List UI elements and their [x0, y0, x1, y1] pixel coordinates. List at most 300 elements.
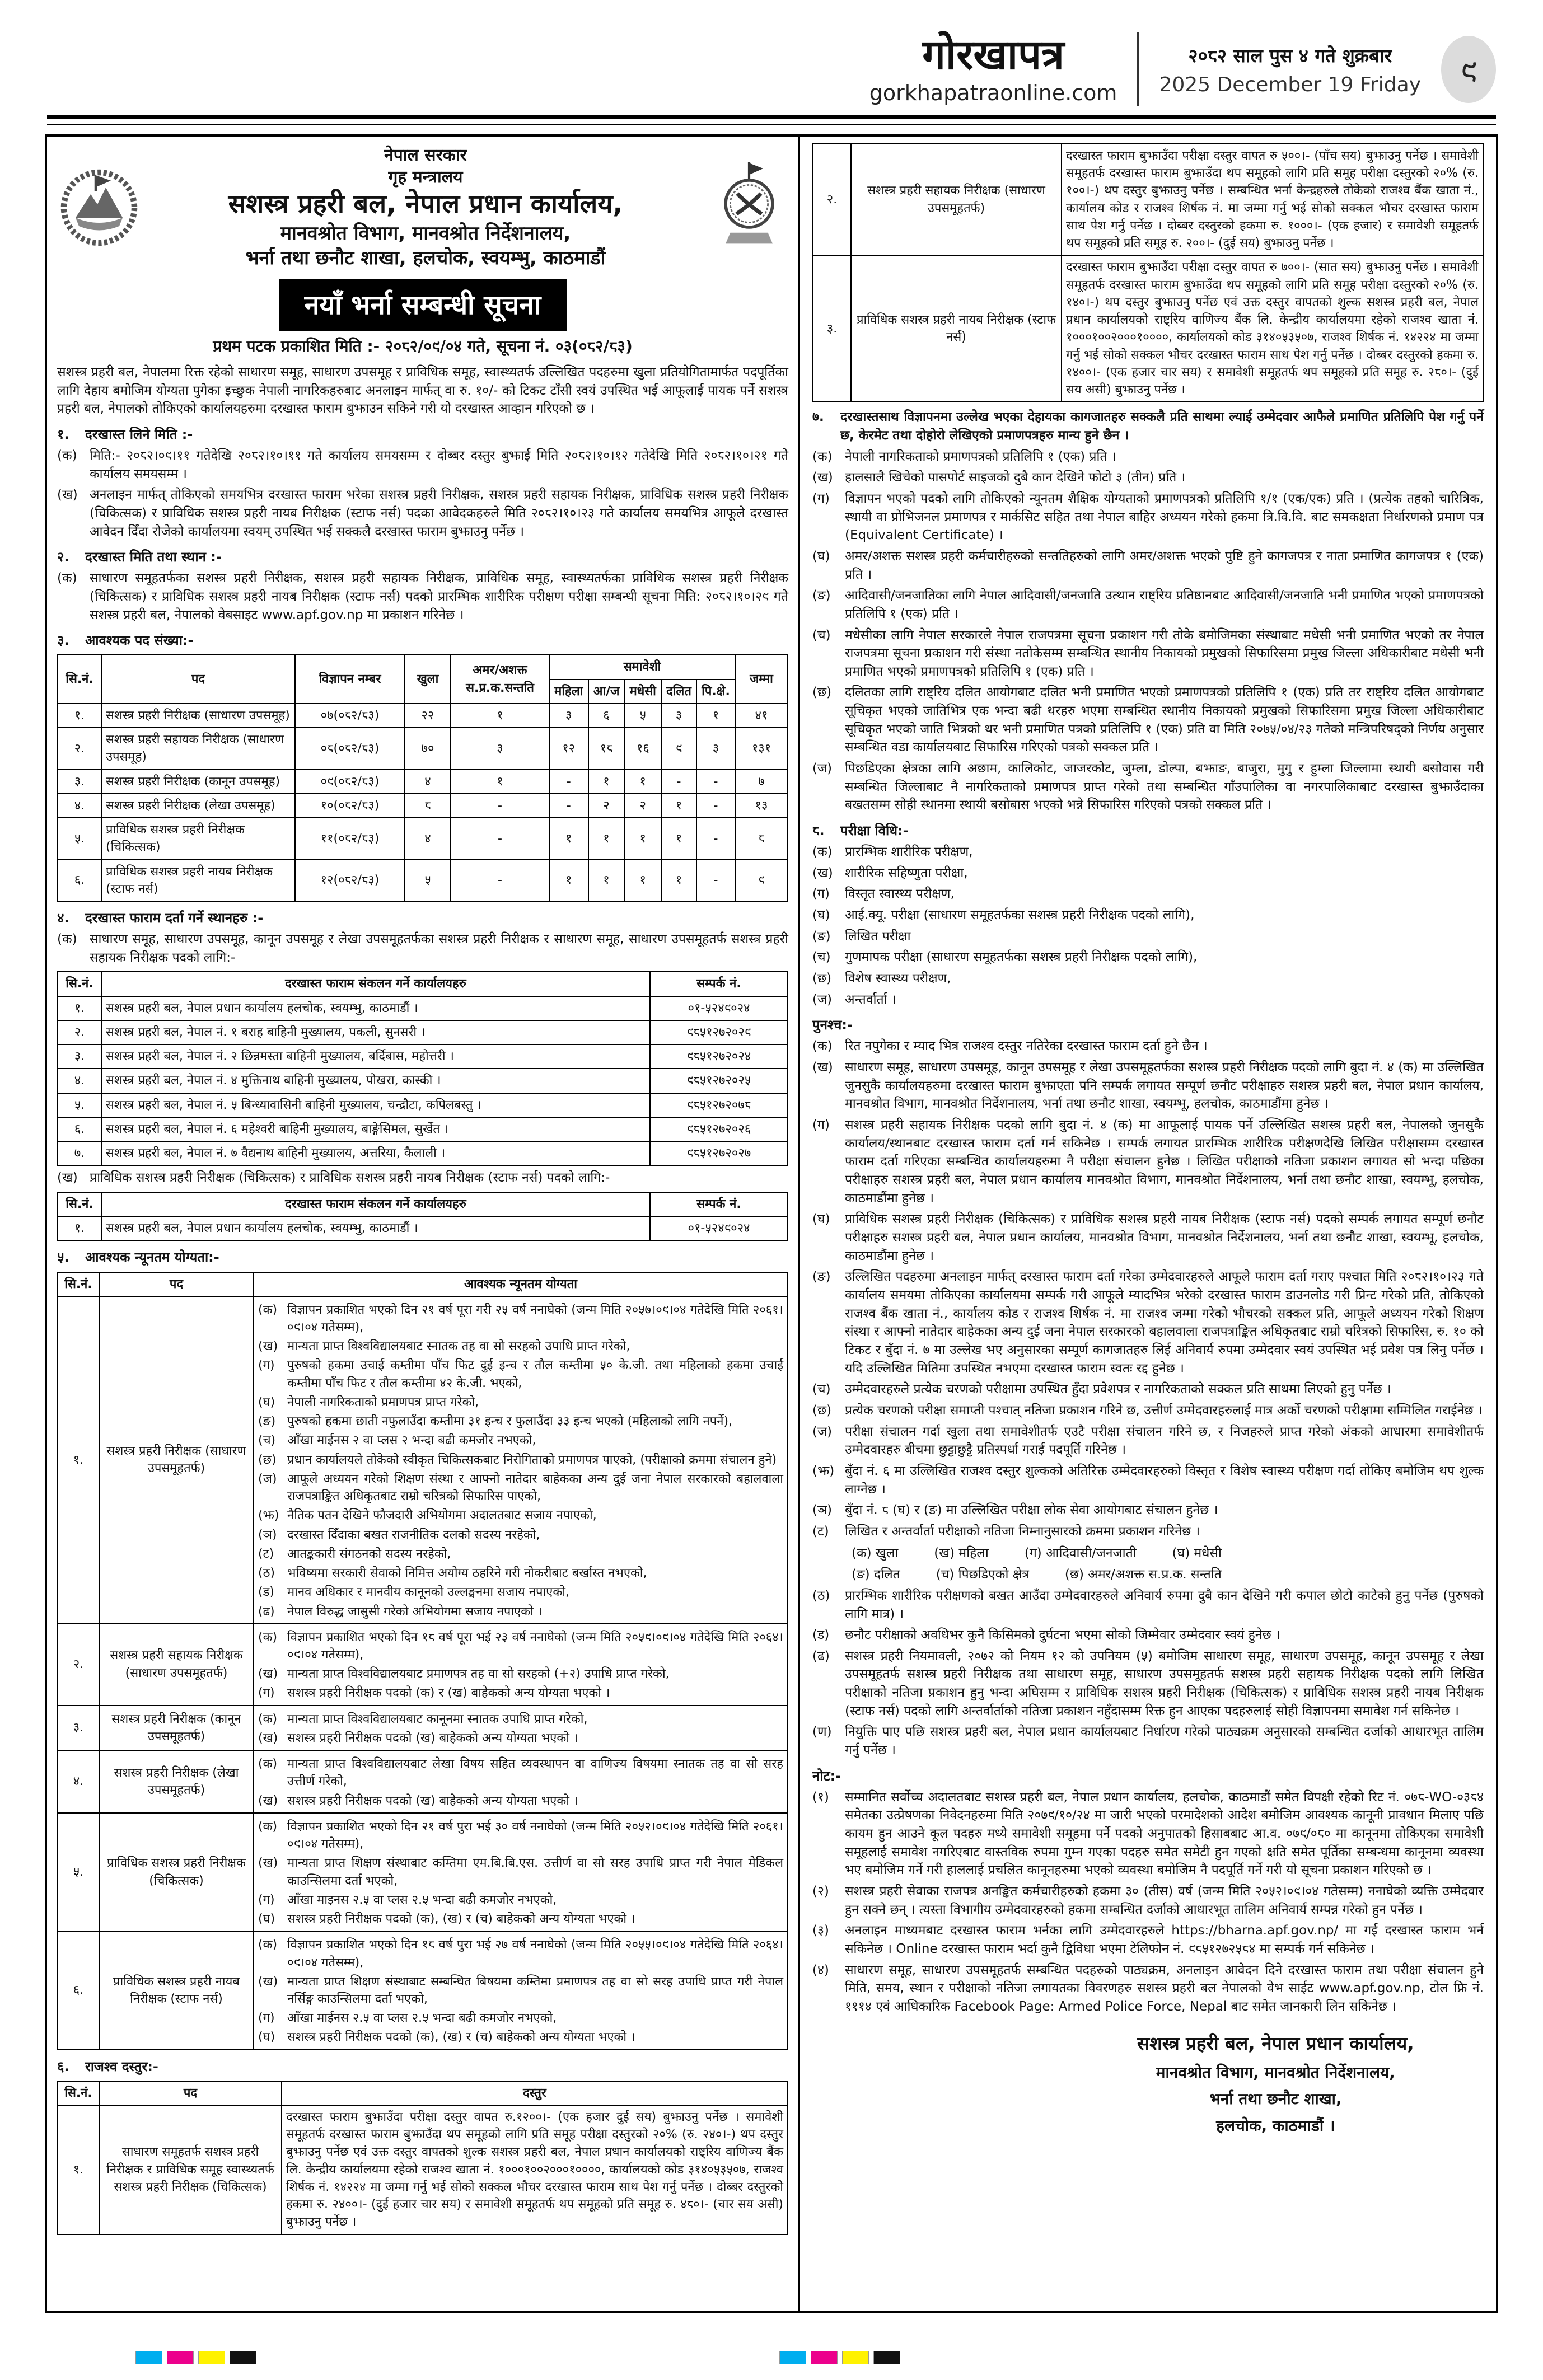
cell-sn: ३.: [58, 1044, 101, 1069]
cell-contact: ९८५१२७२०२४: [650, 1044, 788, 1069]
result-order-cell: (ग) आदिवासी/जनजाती: [1024, 1545, 1137, 1561]
punashcha-item: [812, 1522, 1484, 1541]
qualification-label: (ङ): [258, 1414, 276, 1429]
punashcha-label: (ञ): [812, 1503, 833, 1518]
section8-label: (च): [812, 950, 831, 965]
qualification-text: सशस्त्र प्रहरी निरीक्षक पदको (ख) बाहेकको अन्य योग्यता भएको ।: [287, 1731, 578, 1745]
cell-sn: ५.: [58, 1093, 101, 1117]
cell-post: सशस्त्र प्रहरी निरीक्षक (लेखा उपसमूहतर्फ): [99, 1750, 254, 1813]
qualification-item: [258, 1792, 783, 1810]
vacancy-header-row: [58, 655, 788, 679]
section7-item: [812, 683, 1484, 757]
punashcha-text: प्राविधिक सशस्त्र प्रहरी निरीक्षक (चिकित्सक) र प्राविधिक सशस्त्र प्रहरी नायब निरीक्षक (स्टाफ नर्स) पदको सम्पर्क लगायत सम्पूर्ण छनौट परीक्षाहरु सशस्त्र प्रहरी बल, नेपाल प्रधान कार्यालय, मानवश्रोत विभाग, मानवश्रोत निर्देशनालय, भर्ना तथा छनौट शाखा, स्वयम्भू, हलचोक, काठमाडौंमा हुनेछ ।: [845, 1212, 1484, 1263]
cell-contact: ९८५१२७२०७८: [650, 1093, 788, 1117]
office-header-row: [58, 972, 788, 996]
punashcha-label: (ढ): [812, 1648, 830, 1664]
punashcha-item: [812, 1210, 1484, 1265]
cell-sn: १.: [58, 996, 101, 1020]
vacancy-row: [58, 770, 788, 794]
note-label: (१): [812, 1789, 829, 1805]
org-line: नेपाल सरकार: [384, 146, 467, 165]
section2-item: [57, 569, 788, 624]
cell-dalit: १: [661, 794, 696, 818]
cell-female: १: [549, 860, 588, 901]
section7-label: (क): [812, 449, 833, 464]
cell-female: -: [549, 770, 588, 794]
punashcha-section: [812, 1015, 1484, 1759]
qualification-label: (क): [258, 1630, 278, 1645]
result-order-cell: (घ) मधेसी: [1172, 1545, 1222, 1561]
cell-post: सशस्त्र प्रहरी निरीक्षक (साधारण उपसमूहतर्फ): [99, 1296, 254, 1624]
cell-contact: ९८५१२७२०२६: [650, 1117, 788, 1141]
section7-item: [812, 468, 1484, 487]
qualification-text: मान्यता प्राप्त विश्वविद्यालयबाट स्नातक तह वा सो सरहको उपाधि प्राप्त गरेको,: [287, 1339, 630, 1354]
qualification-item: [258, 1394, 783, 1411]
result-order-cell: (छ) अमर/अशक्त स.प्र.क. सन्तति: [1064, 1567, 1222, 1582]
vacancy-table: [57, 654, 788, 902]
section8-item: [812, 843, 1484, 861]
qualification-text: विज्ञापन प्रकाशित भएको दिन १८ वर्ष पूरा भई २३ वर्ष ननाघेको (जन्म मिति २०५९।०९।०४ गतेदेखि मिति २०६४।०९।०४ गतेसम्म),: [287, 1630, 783, 1662]
signature-line: भर्ना तथा छनौट शाखा,: [1209, 2089, 1342, 2109]
qualification-text: आँखा माईनस २.५ वा प्लस २.५ भन्दा बढी कमजोर नभएको,: [287, 2011, 557, 2026]
qualification-item: [258, 1936, 783, 1971]
note-text: अनलाइन माध्यमबाट दरखास्त फाराम भर्नका लागि उम्मेदवारहरुले https://bharna.apf.gov.np/ मा गई दरखास्त फाराम भर्न सकिनेछ । Online दरखास्त फाराम भर्दा कुनै द्विविधा भएमा टेलिफोन नं. ९८५१२७२५८४ मा सम्पर्क गर्न सकिनेछ ।: [845, 1923, 1484, 1957]
color-mark: [842, 2351, 869, 2364]
section2-label: (क): [57, 571, 77, 586]
qualification-text: प्रधान कार्यालयले तोकेको स्वीकृत चिकित्सकबाट निरोगिताको प्रमाणपत्र पाएको, (परीक्षाको क्रममा संचालन हुने): [287, 1453, 777, 1467]
qualification-label: (छ): [258, 1453, 277, 1467]
section-6: [57, 2057, 788, 2235]
note-items: [812, 1788, 1484, 2016]
qualification-item: [258, 1301, 783, 1336]
punashcha-text: बुँदा नं. ६ मा उल्लिखित राजश्व दस्तुर शुल्कको अतिरिक्त उम्मेदवारहरुको विस्तृत र विशेष स्वास्थ्य परीक्षण गर्दा तोकिए बमोजिम थप शुल्क लाग्नेछ ।: [845, 1463, 1484, 1497]
section7-item: [812, 587, 1484, 623]
office-row: [58, 1093, 788, 1117]
cell-sn: ३.: [58, 1706, 99, 1750]
qualification-label: (च): [258, 1433, 276, 1448]
cell-qualifications: [254, 1624, 788, 1706]
masthead-title: गोरखापत्र: [922, 31, 1064, 79]
qualification-label: (झ): [258, 1508, 279, 1523]
section-2-items: [57, 569, 788, 624]
section8-item: [812, 927, 1484, 946]
apf-emblem-icon: [710, 161, 788, 255]
fee-row: [813, 144, 1483, 255]
punashcha-item: [812, 1402, 1484, 1420]
section-4: [57, 908, 788, 1241]
section-number: ४.: [57, 910, 69, 926]
punashcha-text: सशस्त्र प्रहरी सहायक निरीक्षक पदको लागि बुदा नं. ४ (क) मा आफूलाई पायक पर्ने उल्लिखित सशस्त्र प्रहरी बल, नेपालको जुनसुकै कार्यालय/स्थानबाट दरखास्त फाराम दर्ता गर्न सकिनेछ । सम्पर्क लगायत प्रारम्भिक शारीरिक परीक्षणदेखि लिखित परीक्षासम्म दरखास्त फाराम दर्ता गरिएका सम्बन्धित कार्यालयहरुमा नै परीक्षा संचालन हुनेछ । लिखित परीक्षाको नतिजा प्रकाशन लगायत सो भन्दा पछिका परीक्षाहरु सशस्त्र प्रहरी बल, नेपाल प्रधान कार्यालय मानवश्रोत विभाग, मानवश्रोत निर्देशनालय, भर्ना तथा छनौट शाखा, स्वयम्भू, हलचोक, काठमाडौंमा हुनेछ ।: [845, 1118, 1484, 1206]
cell-total: ४१: [735, 704, 788, 728]
col-amar: अमर/अशक्त स.प्र.क.सन्तति: [451, 655, 549, 703]
office-row: [58, 1020, 788, 1044]
punashcha-item: [812, 1462, 1484, 1498]
fee-header-row: [58, 2081, 788, 2105]
qualification-item: [258, 1910, 783, 1928]
note-label: (४): [812, 1962, 829, 1978]
punashcha-text: उम्मेदवारहरुले प्रत्येक चरणको परीक्षामा उपस्थित हुँदा प्रवेशपत्र र नागरिकताको सक्कल प्रति साथमा लिएको हुनु पर्नेछ ।: [845, 1382, 1391, 1397]
qualification-item: [258, 1711, 783, 1728]
cell-open: ७०: [405, 728, 451, 769]
fee-table-continued: [812, 143, 1484, 402]
cell-sn: ३.: [58, 770, 101, 794]
punashcha-text: सशस्त्र प्रहरी नियमावली, २०७२ को नियम १२ को उपनियम (५) बमोजिम साधारण समूह, साधारण उपसमूह, कानून उपसमूह र लेखा उपसमूहतर्फ सशस्त्र प्रहरी निरीक्षक तथा साधारण समूह, साधारण उपसमूहतर्फ सशस्त्र प्रहरी सहायक निरीक्षक पदको लागि लिखित परीक्षाको नतिजा प्रकाशन हुनु भन्दा अघिसम्म र प्राविधिक सशस्त्र प्रहरी निरीक्षक (चिकित्सक) र प्राविधिक सशस्त्र प्रहरी नायब निरीक्षक (स्टाफ नर्स) पदको लागि अन्तर्वार्ताको नतिजा प्रकाशन नहुँदासम्म रिक्त हुन आएका पदहरुलाई सोही विज्ञापनमा समावेश गर्न सकिनेछ ।: [845, 1648, 1484, 1718]
cell-post: प्राविधिक सशस्त्र प्रहरी निरीक्षक (चिकित्सक): [101, 818, 295, 859]
col-inclusive-sub: पि.क्षे.: [696, 680, 735, 704]
cell-amar: -: [451, 794, 549, 818]
office-row: [58, 1044, 788, 1069]
result-order-row: [852, 1566, 1484, 1584]
punashcha-text: प्रत्येक चरणको परीक्षा समाप्ती पश्चात् नतिजा प्रकाशन गरिने छ, उत्तीर्ण उम्मेदवारहरुलाई मात्र अर्को चरणको परीक्षामा सम्मिलित गराईनेछ ।: [845, 1403, 1483, 1418]
cell-contact: ९८५१२७२०२७: [650, 1141, 788, 1165]
col-post: पद: [99, 2081, 282, 2105]
print-registration-marks: [779, 2351, 900, 2364]
punashcha-label: (झ): [812, 1463, 835, 1478]
qualification-item: [258, 1507, 783, 1524]
qualification-label: (घ): [258, 2030, 275, 2045]
cell-advert: ०७(०८२/८३): [295, 704, 405, 728]
qualification-text: मानव अधिकार र मानवीय कानूनको उल्लङ्घनमा सजाय नपाएको,: [287, 1585, 569, 1600]
sub-text: प्राविधिक सशस्त्र प्रहरी निरीक्षक (चिकित्सक) र प्राविधिक सशस्त्र प्रहरी नायब निरीक्षक (स्टाफ नर्स) पदको लागि:-: [90, 1170, 610, 1186]
qualification-label: (क): [258, 1938, 278, 1952]
color-mark: [811, 2351, 838, 2364]
qualification-item: [258, 1583, 783, 1601]
office-row: [58, 1216, 788, 1240]
cell-sn: ४.: [58, 1750, 99, 1813]
section8-item: [812, 948, 1484, 967]
cell-open: २२: [405, 704, 451, 728]
qualification-item: [258, 1338, 783, 1355]
cell-post: सशस्त्र प्रहरी निरीक्षक (लेखा उपसमूह): [101, 794, 295, 818]
section7-item: [812, 760, 1484, 814]
section8-label: (ङ): [812, 929, 831, 944]
section8-item: [812, 906, 1484, 925]
cell-office: सशस्त्र प्रहरी बल, नेपाल नं. २ छिन्नमस्ता बाहिनी मुख्यालय, बर्दिबास, महोत्तरी ।: [101, 1044, 650, 1069]
section-title: आवश्यक न्यूनतम योग्यता:-: [85, 1249, 219, 1266]
punashcha-text: छनौट परीक्षाको अवधिभर कुनै किसिमको दुर्घटना भएमा सोको जिम्मेवार उम्मेदवार स्वयं हुनेछ ।: [845, 1628, 1280, 1643]
qualification-label: (ड): [258, 1585, 274, 1600]
section8-label: (क): [812, 845, 833, 860]
color-mark: [779, 2351, 806, 2364]
cell-contact: ०१-५२४९०२४: [650, 996, 788, 1020]
intro-paragraph: सशस्त्र प्रहरी बल, नेपालमा रिक्त रहेको साधारण समूह, साधारण उपसमूह र प्राविधिक समूह, स्वास्थ्यतर्फ उल्लिखित पदहरुमा खुला प्रतियोगितामार्फत पदपूर्तिका लागि देहाय बमोजिम योग्यता पुगेका इच्छुक नेपाली नागरिकहरुबाट अनलाइन मार्फत् वा रु. १०/- को टिकट टाँसी स्वयं उपस्थित भई आफूलाई पायक पर्ने सशस्त्र प्रहरी बल, नेपालको तोकिएको कार्यालयहरुमा दरखास्त फाराम बुझाउन सकिने गरी यो दरखास्त आव्हान गरिएको छ ।: [57, 365, 788, 416]
qualification-text: नेपाल विरुद्ध जासुसी गरेको अभियोगमा सजाय नपाएको ।: [287, 1604, 543, 1619]
qualification-label: (ख): [258, 1667, 278, 1681]
qualification-text: सशस्त्र प्रहरी निरीक्षक पदको (क), (ख) र (च) बाहेकको अन्य योग्यता भएको ।: [287, 1912, 635, 1927]
punashcha-item: [812, 1268, 1484, 1378]
col-office: दरखास्त फाराम संकलन गर्ने कार्यालयहरु: [101, 1192, 650, 1216]
qualification-item: [258, 2009, 783, 2027]
qualification-text: नेपाली नागरिकताको प्रमाणपत्र प्राप्त गरेको,: [287, 1395, 479, 1409]
qualification-text: विज्ञापन प्रकाशित भएको दिन २१ वर्ष पूरा गरी २५ वर्ष ननाघेको (जन्म मिति २०५७।०९।०४ गतेदेखि मिति २०६१।०९।०४ गतेसम्म),: [287, 1303, 783, 1334]
col-inclusive-sub: आ/ज: [588, 680, 625, 704]
cell-advert: १०(०८२/८३): [295, 794, 405, 818]
note-item: [812, 1882, 1484, 1919]
col-office: दरखास्त फाराम संकलन गर्ने कार्यालयहरु: [101, 972, 650, 996]
qualification-text: सशस्त्र प्रहरी निरीक्षक पदको (ख) बाहेकको अन्य योग्यता भएको ।: [287, 1793, 578, 1808]
section-number: २.: [57, 549, 69, 565]
qualification-label: (क): [258, 1757, 278, 1772]
qualification-item: [258, 1357, 783, 1392]
cell-female: १२: [549, 728, 588, 769]
signature-line: सशस्त्र प्रहरी बल, नेपाल प्रधान कार्यालय,: [1137, 2032, 1414, 2054]
cell-contact: ९८५१२७२०२५: [650, 1069, 788, 1093]
org-line: गृह मन्त्रालय: [388, 167, 463, 187]
section-7: [812, 408, 1484, 444]
cell-amar: १: [451, 770, 549, 794]
qualification-label: (ग): [258, 1892, 275, 1907]
section-number: ७.: [812, 410, 824, 425]
cell-madhesi: १: [625, 818, 661, 859]
cell-office: सशस्त्र प्रहरी बल, नेपाल नं. ५ बिन्ध्यावासिनी बाहिनी मुख्यालय, चन्द्रौटा, कपिलबस्तु ।: [101, 1093, 650, 1117]
qualification-item: [258, 1603, 783, 1620]
punashcha-label: (क): [812, 1039, 833, 1054]
section-number: ६.: [57, 2058, 69, 2074]
punashcha-label: (ख): [812, 1060, 833, 1075]
cell-qualifications: [254, 1931, 788, 2049]
cell-pichhe: -: [696, 770, 735, 794]
cell-post: साधारण समूहतर्फ सशस्त्र प्रहरी निरीक्षक र प्राविधिक समूह स्वास्थ्यतर्फ सशस्त्र प्रहरी निरीक्षक (चिकित्सक): [99, 2105, 282, 2234]
cell-post: प्राविधिक सशस्त्र प्रहरी नायब निरीक्षक (स्टाफ नर्स): [101, 860, 295, 901]
cell-sn: १.: [58, 1296, 99, 1624]
section8-text: शारीरिक सहिष्णुता परीक्षा,: [845, 865, 968, 880]
col-post: पद: [101, 655, 295, 703]
qualification-text: नैतिक पतन देखिने फौजदारी अभियोगमा अदालतबाट सजाय नपाएको,: [287, 1508, 597, 1523]
punashcha-item: [812, 1501, 1484, 1520]
punashcha-item: [812, 1587, 1484, 1623]
section7-text: पिछडिएका क्षेत्रका लागि अछाम, कालिकोट, जाजरकोट, जुम्ला, डोल्पा, बझाङ, बाजुरा, मुगु र हुम्ला जिल्लामा स्थायी बसोवास गरी सम्बन्धित जिल्लाबाट नै नागरिकताको प्रमाणपत्र प्राप्त गरेको तथा सम्बन्धित गाँउपालिका वा नगरपालिकाबाट दरखास्त बुझाउँदाका बखतसम्म सोही स्थानमा स्थायी बसोबास भएको भन्ने सिफारिस गरिएको पत्रको सक्कल प्रति ।: [845, 761, 1484, 813]
punashcha-item: [812, 1116, 1484, 1207]
qual-header-row: [58, 1272, 788, 1296]
cell-post: सशस्त्र प्रहरी निरीक्षक (कानून उपसमूहतर्फ): [99, 1706, 254, 1750]
signature-line: हलचोक, काठमाडौं ।: [1216, 2116, 1335, 2135]
cell-aj: १: [588, 860, 625, 901]
offices-table-b: [57, 1192, 788, 1241]
cell-pichhe: -: [696, 794, 735, 818]
col-contact: सम्पर्क नं.: [650, 1192, 788, 1216]
cell-open: ४: [405, 770, 451, 794]
cell-fee: दरखास्त फाराम बुझाउँदा परीक्षा दस्तुर वापत रु ५००।- (पाँच सय) बुझाउनु पर्नेछ । समावेशी समूहतर्फ दरखास्त फाराम बुझाउँदा थप समूहको लागि प्रति समूह परीक्षा दस्तुरको २०% (रु. १००।-) थप दस्तुर बुझाउनु पर्नेछ । सम्बन्धित भर्ना केन्द्रहरुले तोकेको राजश्व बैंक खाता नं., कार्यालय कोड र राजश्व शिर्षक नं. मा जम्मा गर्नु भई सोको सक्कल भौचर दरखास्त फाराम साथ पेश गर्नु पर्नेछ । दोब्बर दस्तुरको हकमा रु. १०००।- (एक हजार) र समावेशी समूहतर्फ थप समूहको प्रति समूह रु. २००।- (दुई सय) बुझाउनु पर्नेछ ।: [1062, 144, 1483, 255]
color-mark: [167, 2351, 194, 2364]
qualification-label: (ठ): [258, 1566, 275, 1581]
note-text: सम्मानित सर्वोच्च अदालतबाट सशस्त्र प्रहरी बल, नेपाल प्रधान कार्यालय, हलचोक, काठमाडौं समेत विपक्षी रहेको रिट नं. ०७८-WO-०३८४ समेतका उत्प्रेषणका निवेदनहरुमा मिति २०७९/१०/२४ मा जारी भएको परमादेशको आदेश बमोजिम आवश्यक कानूनी प्रावधान मिलाए पछि कायम हुन आउने कूल पदहरु मध्ये समावेशी समूहमा पर्ने पदको अनुपातको हिसाबबाट आ.व. ०७९/०८० मा कानूनमा तोकिएका समावेशी समूहलाई समावेश नगरिएबाट वास्तविक रुपमा गुम्न गएका पदहरु समेत समेटी हुन गएको क्षति समेत पूर्तिका सम्बन्धमा कानूनमा व्यवस्था भए बमोजिम गर्ने गरी हाललाई प्रचलित कानूनहरुमा भएको व्यवस्था बमोजिम नै पदपूर्ति गर्ने गरी यो सूचना प्रकाशन गरिएको छ ।: [845, 1789, 1484, 1878]
org-line: भर्ना तथा छनौट शाखा, हलचोक, स्वयम्भु, काठमाडौं: [245, 246, 606, 269]
cell-pichhe: -: [696, 818, 735, 859]
qualification-text: विज्ञापन प्रकाशित भएको दिन २१ वर्ष पुरा भई ३० वर्ष ननाघेको (जन्म मिति २०५२।०९।०४ गतेदेखि मिति २०६१।०९।०४ गतेसम्म),: [287, 1819, 783, 1852]
cell-post: प्राविधिक सशस्त्र प्रहरी निरीक्षक (चिकित्सक): [99, 1813, 254, 1931]
cell-post: सशस्त्र प्रहरी सहायक निरीक्षक (साधारण उपसमूहतर्फ): [99, 1624, 254, 1706]
col-sn: सि.नं.: [58, 1192, 101, 1216]
fee-table: [57, 2081, 788, 2235]
col-inclusive: समावेशी: [549, 655, 735, 679]
note-item: [812, 1788, 1484, 1880]
page-number-badge: ९: [1441, 36, 1496, 103]
sub-label: (ख): [57, 1170, 78, 1186]
cell-pichhe: -: [696, 860, 735, 901]
section-8-items: [812, 843, 1484, 1009]
office-header-row: [58, 1192, 788, 1216]
qualification-item: [258, 1564, 783, 1582]
section7-text: मधेसीका लागि नेपाल सरकारले नेपाल राजपत्रमा सूचना प्रकाशन गरी तोके बमोजिमका संस्थाबाट मधेसी भनी प्रमाणित भएको तर नेपाल राजपत्रमा सूचना प्रकाशन गरी संस्था नतोकेसम्म सम्बन्धित स्थानीय निकायको प्रमुखको सिफारिसमा प्रमुख जिल्ला अधिकारीबाट मधेसी भनी प्रमाणित भएको प्रमाणपत्रको प्रतिलिपि १ (एक) प्रति ।: [845, 627, 1484, 679]
punashcha-text: लिखित र अन्तर्वार्ता परीक्षाको नतिजा निम्नानुसारको क्रममा प्रकाशन गरिनेछ ।: [845, 1524, 1200, 1539]
note-text: सशस्त्र प्रहरी सेवाका राजपत्र अनङ्कित कर्मचारीहरुको हकमा ३० (तीस) वर्ष (जन्म मिति २०५२।०९।०४ गतेसम्म) ननाघेको व्यक्ति उम्मेदवार हुन सक्ने छन् । त्यस्ता विभागीय उम्मेदवारहरुको हकमा सम्बन्धित दर्जाको आधारभूत तालिम अनिवार्य सम्पन्न गरेको हुन पर्नेछ ।: [845, 1884, 1484, 1917]
section7-text: अमर/अशक्त सशस्त्र प्रहरी कर्मचारीहरुको सन्ततिहरुको लागि अमर/अशक्त भएको पुष्टि हुने कागजपत्र र नाता प्रमाणित कागजपत्र १ (एक) प्रति ।: [845, 549, 1484, 582]
cell-aj: ६: [588, 704, 625, 728]
qualification-item: [258, 1665, 783, 1683]
cell-advert: १२(०८२/८३): [295, 860, 405, 901]
cell-sn: २.: [58, 728, 101, 769]
punashcha-text: उल्लिखित पदहरुमा अनलाइन मार्फत् दरखास्त फाराम दर्ता गरेका उम्मेदवारहरुले आफूले फाराम दर्ता गराए पश्चात मिति २०८२।१०।२३ गते कार्यालय समयमा तोकिएका कार्यालयमा सम्पर्क गरी आफूले म्यादभित्र भरेको दरखास्त फाराम डाउनलोड गरी प्रिन्ट गरेको प्रति, तोकिएको राजश्व बैंक खाता नं., कार्यालय कोड र राजश्व शिर्षक नं. मा राजश्व जम्मा गरेको भौचरको सक्कल प्रति, आफूले अध्ययन गरेको शिक्षण संस्था र आफ्नो नातेदार बाहेकका अन्य दुई जना नेपाल सरकारको बहालवाला राजपत्राङ्कित अधिकृतबाट राम्रो चरित्रको सिफारिस, रु. १० को टिकट र बुँदा नं. ७ मा उल्लेख भए अनुसारका सम्पूर्ण कागजातहरु लिई अनिवार्य रुपमा उम्मेदवार स्वयं उपस्थित भई प्रवेश पत्र लिनु पर्नेछ । यदि उल्लिखित मितिमा उपस्थित नभएमा दरखास्त फाराम स्वतः रद्द हुनेछ ।: [845, 1269, 1484, 1376]
section7-label: (ग): [812, 491, 830, 506]
section-number: ८.: [812, 823, 825, 839]
section8-text: आई.क्यू. परीक्षा (साधारण समूहतर्फका सशस्त्र प्रहरी निरीक्षक पदको लागि),: [845, 908, 1195, 923]
section7-text: आदिवासी/जनजातिका लागि नेपाल आदिवासी/जनजाति उत्थान राष्ट्रिय प्रतिष्ठानबाट आदिवासी/जनजाति भनी प्रमाणित भएको प्रमाणपत्रको प्रतिलिपि १ (एक) प्रति ।: [845, 588, 1484, 621]
section7-text: विज्ञापन भएको पदको लागि तोकिएको न्यूनतम शैक्षिक योग्यताको प्रमाणपत्रको प्रतिलिपि १/१ (एक/एक) प्रति । (प्रत्येक तहको चारित्रिक, स्थायी वा प्रोभिजनल प्रमाणपत्र र मार्कसिट सहित तथा नेपाल बाहिर अध्ययन गरेको हकमा त्रि.वि.वि. बाट समकक्षता निर्धारणको प्रमाण पत्र (Equivalent Certificate) ।: [845, 491, 1484, 543]
section7-label: (च): [812, 627, 831, 643]
section8-item: [812, 991, 1484, 1009]
qualification-text: मान्यता प्राप्त शिक्षण संस्थाबाट सम्बन्धित बिषयमा कम्तिमा प्रमाणपत्र तह वा सो सरह उपाधि प्राप्त गरी नेपाल नर्सिङ्ग काउन्सिलमा दर्ता भएको,: [287, 1974, 783, 2006]
punashcha-text: रित नपुगेका र म्याद भित्र राजश्व दस्तुर नतिरेका दरखास्त फाराम दर्ता हुने छैन ।: [845, 1039, 1208, 1054]
office-row: [58, 1141, 788, 1165]
section-title: दरखास्त फाराम दर्ता गर्ने स्थानहरु :-: [85, 910, 264, 926]
punashcha-text: प्रारम्भिक शारीरिक परीक्षणको बखत आउँदा उम्मेदवारहरुले अनिवार्य रुपमा दुबै कान देखिने गरी कपाल छोटो काटेको हुनु पर्नेछ (पुरुषको लागि मात्र) ।: [845, 1588, 1484, 1622]
punashcha-text: साधारण समूह, साधारण उपसमूह, कानून उपसमूह र लेखा उपसमूहतर्फका सशस्त्र प्रहरी निरीक्षक पदको लागि बुदा नं. ४ (क) मा उल्लिखित जुनसुकै कार्यालयहरुमा दरखास्त फाराम बुझाएता पनि सम्पर्क लगायत सम्पूर्ण छनौट परीक्षाहरु सशस्त्र प्रहरी बल, नेपाल प्रधान कार्यालय, मानवश्रोत विभाग, मानवश्रोत निर्देशनालय, भर्ना तथा छनौट शाखा, स्वयम्भू, हलचोक, काठमाडौंमा हुनेछ ।: [845, 1060, 1484, 1112]
vacancy-row: [58, 728, 788, 769]
cell-dalit: ९: [661, 728, 696, 769]
cell-dalit: ३: [661, 704, 696, 728]
cell-aj: १८: [588, 728, 625, 769]
cell-madhesi: १: [625, 860, 661, 901]
cell-office: सशस्त्र प्रहरी बल, नेपाल नं. ६ महेश्वरी बाहिनी मुख्यालय, बाङ्गेसिमल, सुर्खेत ।: [101, 1117, 650, 1141]
office-row: [58, 1117, 788, 1141]
section8-label: (ग): [812, 887, 830, 902]
org-line: मानवश्रोत विभाग, मानवश्रोत निर्देशनालय,: [280, 222, 571, 245]
cell-post: सशस्त्र प्रहरी निरीक्षक (साधारण उपसमूह): [101, 704, 295, 728]
cell-total: ९: [735, 860, 788, 901]
punashcha-item: [812, 1037, 1484, 1056]
cell-qualifications: [254, 1750, 788, 1813]
qualification-item: [258, 1973, 783, 2008]
section-2: [57, 547, 788, 624]
qualification-text: मान्यता प्राप्त विश्वविद्यालयबाट लेखा विषय सहित व्यवस्थापन वा वाणिज्य विषयमा स्नातक तह वा सो सरह उत्तीर्ण गरेको,: [287, 1757, 783, 1789]
masthead-block: [869, 31, 1117, 105]
section8-text: गुणमापक परीक्षा (साधारण समूहतर्फका सशस्त्र प्रहरी निरीक्षक पदको लागि),: [845, 950, 1198, 965]
cell-office: सशस्त्र प्रहरी बल, नेपाल प्रधान कार्यालय हलचोक, स्वयम्भु, काठमाडौं ।: [101, 996, 650, 1020]
cell-sn: ७.: [58, 1141, 101, 1165]
qualification-label: (क): [258, 1819, 278, 1834]
section7-item: [812, 490, 1484, 545]
col-sn: सि.नं.: [58, 972, 101, 996]
qualification-text: आँखा माईनस २ वा प्लस २ भन्दा बढी कमजोर नभएको,: [287, 1433, 536, 1448]
cell-post: प्राविधिक सशस्त्र प्रहरी नायब निरीक्षक (स्टाफ नर्स): [99, 1931, 254, 2049]
cell-contact: ०१-५२४९०२४: [650, 1216, 788, 1240]
section8-text: विशेष स्वास्थ्य परीक्षण,: [845, 971, 951, 986]
qual-row: [58, 1813, 788, 1931]
qualification-item: [258, 1818, 783, 1853]
cell-post: सशस्त्र प्रहरी सहायक निरीक्षक (साधारण उपसमूह): [101, 728, 295, 769]
qualification-label: (ञ): [258, 1528, 277, 1542]
section8-text: प्रारम्भिक शारीरिक परीक्षण,: [845, 845, 973, 860]
col-inclusive-sub: दलित: [661, 680, 696, 704]
cell-post: सशस्त्र प्रहरी सहायक निरीक्षक (साधारण उपसमूहतर्फ): [851, 144, 1062, 255]
qual-row: [58, 1750, 788, 1813]
punashcha-label: (ठ): [812, 1588, 830, 1603]
note-text: साधारण समूह, साधारण उपसमूहतर्फ सम्बन्धित पदहरुको पाठ्यक्रम, अनलाइन आवेदन दिने दरखास्त फाराम तथा परीक्षा संचालन हुने मिति, समय, स्थान र परीक्षाको नतिजा लगायतका विवरणहरु सशस्त्र प्रहरी बल नेपालको वेभ साईट www.apf.gov.np, टोल फ्रि नं. १११४ एवं आधिकारिक Facebook Page: Armed Police Force, Nepal बाट समेत जानकारी लिन सकिनेछ ।: [845, 1962, 1484, 2014]
qualification-text: सशस्त्र प्रहरी निरीक्षक पदको (क), (ख) र (च) बाहेकको अन्य योग्यता भएको ।: [287, 2030, 635, 2045]
result-order-cell: (ख) महिला: [934, 1545, 989, 1561]
masthead-website: gorkhapatraonline.com: [869, 80, 1117, 105]
note-label: (२): [812, 1884, 829, 1899]
qualification-label: (घ): [258, 1912, 275, 1927]
cell-open: ५: [405, 860, 451, 901]
section-5: [57, 1248, 788, 2050]
cell-sn: ५.: [58, 1813, 99, 1931]
section7-label: (ज): [812, 761, 833, 776]
punashcha-item: [812, 1423, 1484, 1459]
qualification-label: (ढ): [258, 1604, 275, 1619]
qualification-label: (ग): [258, 1358, 275, 1373]
cell-aj: २: [588, 794, 625, 818]
qualification-text: आतङ्ककारी संगठनको सदस्य नरहेको,: [287, 1547, 451, 1561]
qualification-text: भविष्यमा सरकारी सेवाको निमित्त अयोग्य ठहरिने गरी नोकरीबाट बर्खास्त नभएको,: [287, 1566, 647, 1581]
punashcha-title: पुनश्च:-: [812, 1017, 853, 1033]
section8-label: (छ): [812, 971, 832, 986]
punashcha-items: [812, 1037, 1484, 1759]
section-3: [57, 631, 788, 902]
english-date: 2025 December 19 Friday: [1159, 73, 1421, 96]
nepal-government-emblem-icon: [57, 166, 141, 250]
qualification-text: विज्ञापन प्रकाशित भएको दिन १८ वर्ष पुरा भई २७ वर्ष ननाघेको (जन्म मिति २०५५।०९।०४ गतेदेखि मिति २०६४।०९।०४ गतेसम्म),: [287, 1938, 783, 1970]
cell-sn: २.: [813, 144, 851, 255]
cell-office: सशस्त्र प्रहरी बल, नेपाल नं. ७ वैद्यनाथ बाहिनी मुख्यालय, अत्तरिया, कैलाली ।: [101, 1141, 650, 1165]
cell-aj: १: [588, 818, 625, 859]
sub-text: साधारण समूह, साधारण उपसमूह, कानून उपसमूह र लेखा उपसमूहतर्फका सशस्त्र प्रहरी निरीक्षक र साधारण समूह, साधारण उपसमूहतर्फ सशस्त्र प्रहरी सहायक निरीक्षक पदको लागि:-: [90, 932, 788, 965]
qualification-item: [258, 1755, 783, 1790]
signature-block: [1068, 2031, 1484, 2137]
section-title: परीक्षा विधि:-: [840, 823, 909, 839]
col-sn: सि.नं.: [58, 655, 101, 703]
qualification-item: [258, 1730, 783, 1747]
col-open: खुला: [405, 655, 451, 703]
result-order-grid: [852, 1544, 1484, 1584]
cell-total: ८: [735, 818, 788, 859]
col-fee: दस्तुर: [282, 2081, 788, 2105]
col-sn: सि.नं.: [58, 2081, 99, 2105]
section1-item: [57, 486, 788, 541]
col-inclusive-sub: मधेसी: [625, 680, 661, 704]
cell-qualifications: [254, 1706, 788, 1750]
published-line: प्रथम पटक प्रकाशित मिति :- २०८२/०९/०४ गते, सूचना नं. ०३(०८२/८३): [213, 337, 633, 356]
qualification-item: [258, 1413, 783, 1430]
qualification-label: (क): [258, 1303, 278, 1317]
cell-amar: १: [451, 704, 549, 728]
section7-text: दलितका लागि राष्ट्रिय दलित आयोगबाट दलित भनी प्रमाणित भएको प्रमाणपत्रको प्रतिलिपि १ (एक) प्रति तर राष्ट्रिय दलित आयोगबाट सूचिकृत भएको जातिभित्र एक भन्दा बढी थरहरु भएमा सम्बन्धित स्थानीय निकायको प्रमुखको सिफारिसमा प्रमुख जिल्ला अधिकारीबाट सूचिकृत भएको जाति भित्रको थर भनी प्रमाणित पत्रको प्रतिलिपि १ (एक) प्रति वा मिति २०७५/०४/२३ गतेको मन्त्रिपरिषद्को निर्णय अनुसार सम्बन्धित वडा कार्यालयबाट सिफारिस गरिएको पत्रको सक्कल प्रति ।: [845, 685, 1484, 755]
vacancy-row: [58, 794, 788, 818]
office-row: [58, 996, 788, 1020]
qualification-text: मान्यता प्राप्त विश्वविद्यालयबाट प्रमाणपत्र तह वा सो सरहको (+२) उपाधि प्राप्त गरेको,: [287, 1667, 670, 1681]
section7-text: नेपाली नागरिकताको प्रमाणपत्रको प्रतिलिपि १ (एक) प्रति ।: [845, 449, 1116, 464]
sub-label: (क): [57, 932, 77, 947]
color-mark: [230, 2351, 256, 2364]
section-number: १.: [57, 427, 69, 442]
section-1: [57, 425, 788, 541]
qualification-item: [258, 1684, 783, 1702]
punashcha-label: (ण): [812, 1725, 832, 1740]
qualification-item: [258, 1545, 783, 1563]
cell-dalit: १: [661, 818, 696, 859]
col-inclusive-sub: महिला: [549, 680, 588, 704]
section-number: ३.: [57, 633, 69, 649]
